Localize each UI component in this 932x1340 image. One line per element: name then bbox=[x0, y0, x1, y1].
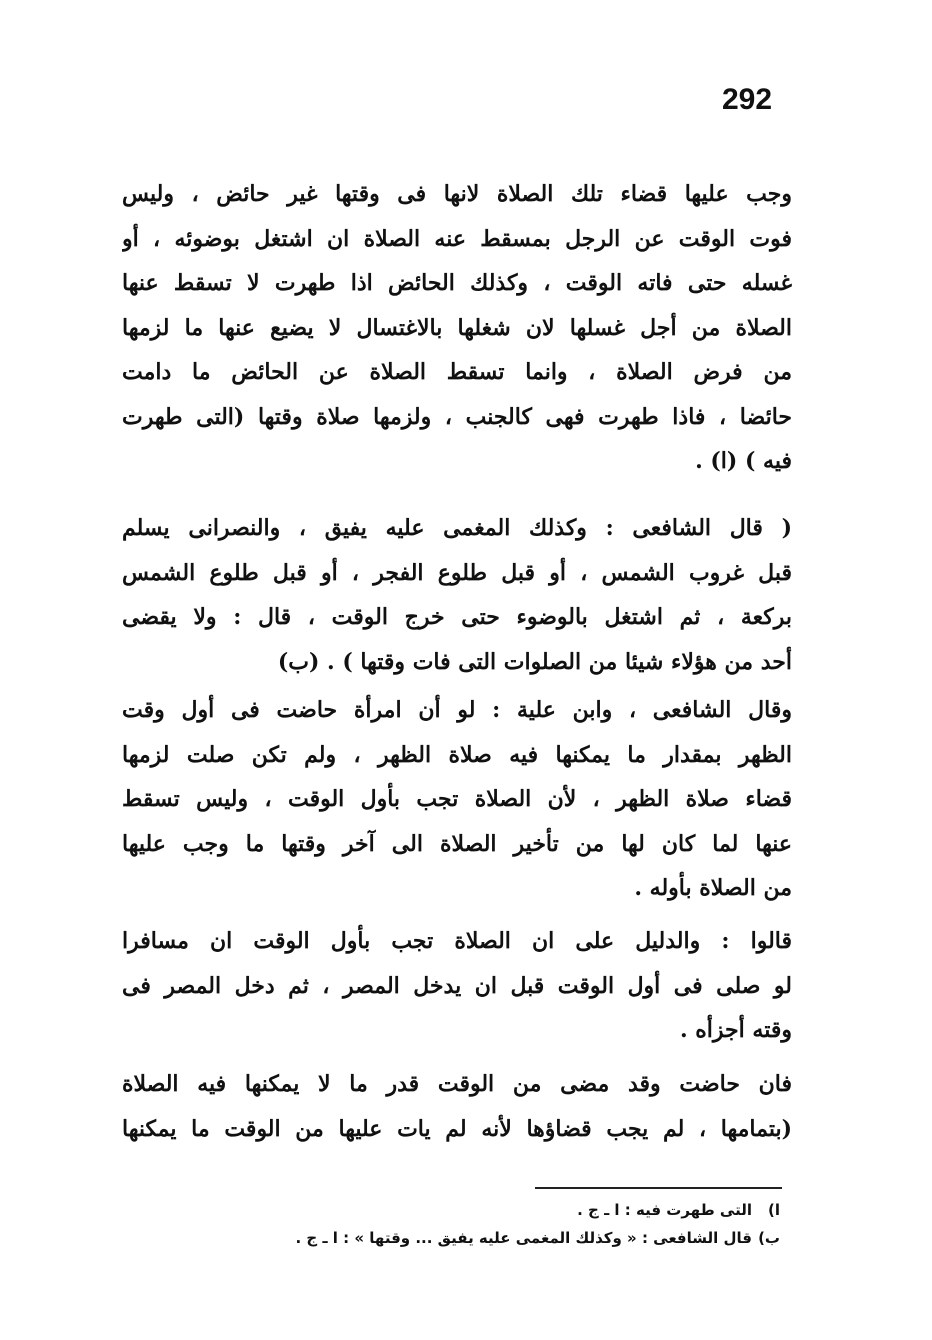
paragraph-2 bbox=[122, 506, 792, 684]
text-line: (بتمامها ، لم يجب قضاؤها لأنه لم يات عليها من الوقت ما يمكنها bbox=[122, 1115, 792, 1142]
footnote-divider bbox=[535, 1187, 782, 1189]
text-line: أحد من هؤلاء شيئا من الصلوات التى فات وقتها ) . (ب) bbox=[277, 648, 792, 675]
footnote-marker: ا) bbox=[768, 1201, 780, 1219]
paragraph-5 bbox=[122, 1062, 792, 1151]
text-line: فان حاضت وقد مضى من الوقت قدر ما لا يمكنها فيه الصلاة bbox=[122, 1071, 792, 1097]
paragraph-1 bbox=[122, 172, 792, 484]
text-line: لو صلى فى أول الوقت قبل ان يدخل المصر ، ثم دخل المصر فى bbox=[122, 972, 792, 999]
text-line: قالوا : والدليل على ان الصلاة تجب بأول الوقت ان مسافرا bbox=[122, 928, 792, 954]
text-line: وجب عليها قضاء تلك الصلاة لانها فى وقتها غير حائض ، وليس bbox=[122, 181, 792, 207]
text-line: من الصلاة بأوله . bbox=[634, 875, 792, 901]
footnote-marker: ب) bbox=[758, 1229, 780, 1247]
text-line: وقته أجزأه . bbox=[679, 1017, 792, 1043]
text-line: حائضا ، فاذا طهرت فهى كالجنب ، ولزمها صلاة وقتها (التى طهرت bbox=[122, 403, 792, 430]
text-line: قبل غروب الشمس ، أو قبل طلوع الفجر ، أو قبل طلوع الشمس bbox=[122, 559, 792, 586]
footnote-text: قال الشافعى : « وكذلك المغمى عليه يفيق ... وقتها » : ا ـ ج . bbox=[295, 1229, 752, 1247]
text-line: عنها لما كان لها من تأخير الصلاة الى آخر وقتها ما وجب عليها bbox=[122, 830, 792, 857]
text-line: قضاء صلاة الظهر ، لأن الصلاة تجب بأول الوقت ، وليس تسقط bbox=[122, 786, 792, 812]
paragraph-4 bbox=[122, 919, 792, 1053]
text-line: الظهر بمقدار ما يمكنها فيه صلاة الظهر ، ولم تكن صلت لزمها bbox=[122, 741, 792, 768]
text-line: وقال الشافعى ، وابن علية : لو أن امرأة حاضت فى أول وقت bbox=[122, 697, 792, 723]
footnote-text: التى طهرت فيه : ا ـ ج . bbox=[577, 1201, 752, 1219]
text-line: الصلاة من أجل غسلها لان شغلها بالاغتسال لا يضيع عنها ما لزمها bbox=[122, 314, 792, 341]
page-number: 292 bbox=[722, 83, 773, 116]
text-line: غسله حتى فاته الوقت ، وكذلك الحائض اذا طهرت لا تسقط عنها bbox=[122, 270, 792, 296]
footnote-a bbox=[140, 1196, 780, 1224]
text-line: فيه ) (ا) . bbox=[695, 448, 792, 474]
text-line: ( قال الشافعى : وكذلك المغمى عليه يفيق ، والنصرانى يسلم bbox=[122, 515, 792, 541]
paragraph-3 bbox=[122, 688, 792, 911]
text-line: فوت الوقت عن الرجل بمسقط عنه الصلاة ان اشتغل بوضوئه ، أو bbox=[122, 225, 792, 252]
text-line: بركعة ، ثم اشتغل بالوضوء حتى خرج الوقت ، قال : ولا يقضى bbox=[122, 604, 792, 630]
text-line: من فرض الصلاة ، وانما تسقط الصلاة عن الحائض ما دامت bbox=[122, 359, 792, 385]
footnotes bbox=[140, 1196, 780, 1252]
footnote-b bbox=[140, 1224, 780, 1252]
